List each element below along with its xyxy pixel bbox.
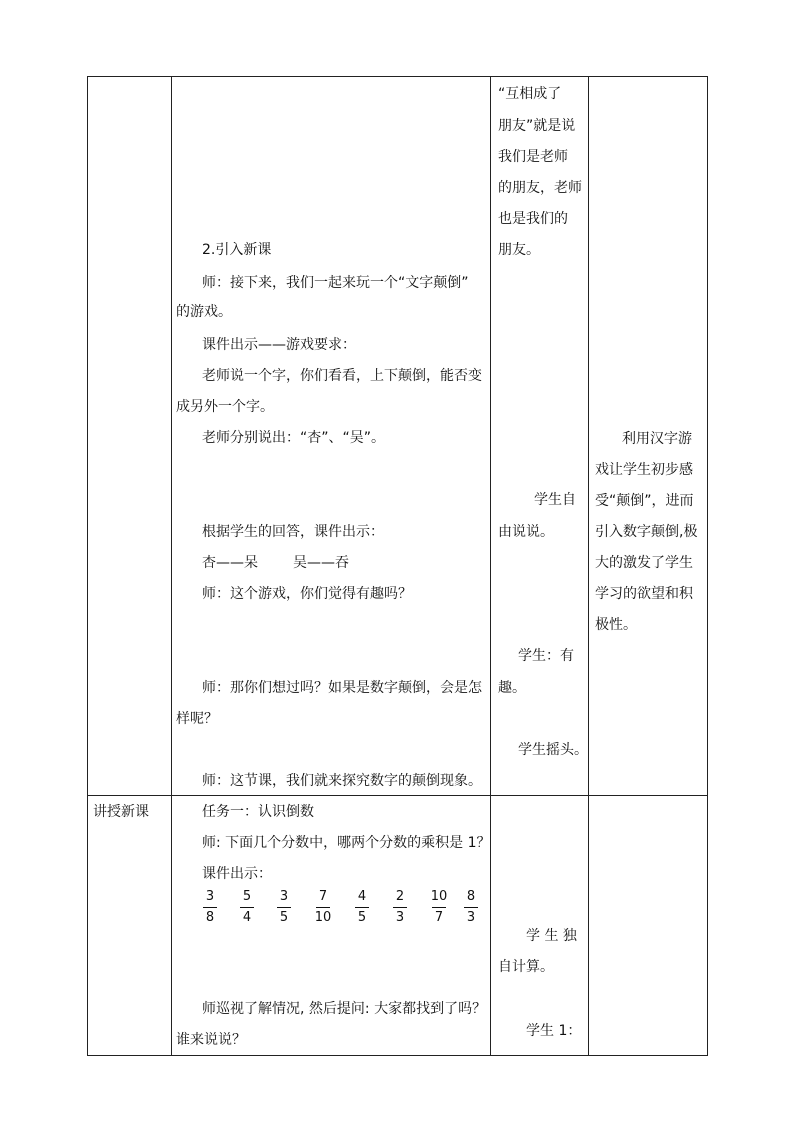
numerator: 8 (466, 889, 476, 904)
body-text: 样呢？ (176, 711, 218, 727)
design-intent: 极性。 (595, 617, 637, 633)
fraction-bar (432, 907, 446, 908)
student-note: 学生 1： (526, 1023, 582, 1039)
body-text: 老师分别说出：“杏”、“吴”。 (202, 430, 386, 446)
numerator: 5 (242, 889, 252, 904)
student-note: 趣。 (498, 680, 526, 696)
fraction (234, 889, 260, 926)
body-text: 课件出示——游戏要求： (202, 337, 356, 353)
body-text: 师：这节课，我们就来探究数字的颠倒现象。 (202, 773, 482, 789)
denominator: 10 (314, 910, 332, 925)
numerator: 10 (430, 889, 448, 904)
fraction-bar (316, 907, 330, 908)
design-intent: 学习的欲望和积 (595, 586, 693, 602)
student-note: 朋友”就是说 (498, 118, 576, 134)
column-divider (588, 77, 589, 1055)
design-intent: 大的激发了学生 (595, 555, 693, 571)
numerator: 3 (279, 889, 289, 904)
numerator: 7 (318, 889, 328, 904)
denominator: 4 (242, 910, 252, 925)
numerator: 2 (395, 889, 405, 904)
student-note: 自计算。 (498, 959, 554, 975)
denominator: 7 (434, 910, 444, 925)
column-divider (171, 77, 172, 1055)
student-note: 朋友。 (498, 242, 540, 258)
student-note: “互相成了 (498, 86, 562, 102)
denominator: 3 (466, 910, 476, 925)
fraction-bar (240, 907, 254, 908)
student-note: 的朋友，老师 (498, 180, 582, 196)
fraction (271, 889, 297, 926)
denominator: 3 (395, 910, 405, 925)
fraction (426, 889, 452, 926)
student-note: 也是我们的 (498, 211, 568, 227)
numerator: 4 (357, 889, 367, 904)
task-heading: 任务一：认识倒数 (202, 804, 314, 820)
body-text: 师: 下面几个分数中，哪两个分数的乘积是 1？ (202, 835, 491, 851)
student-note: 由说说。 (498, 524, 554, 540)
character-pair: 吴——吞 (293, 555, 349, 571)
stage-label: 讲授新课 (93, 804, 149, 820)
fraction (387, 889, 413, 926)
body-text: 老师说一个字，你们看看，上下颠倒，能否变 (202, 368, 482, 384)
row-divider (88, 795, 707, 796)
student-note: 学生摇头。 (518, 742, 588, 758)
body-text: 的游戏。 (176, 304, 232, 320)
fraction-bar (277, 907, 291, 908)
body-text: 课件出示： (202, 866, 272, 882)
fraction-bar (355, 907, 369, 908)
body-text: 师巡视了解情况, 然后提问: 大家都找到了吗？ (202, 1001, 487, 1017)
body-text: 成另外一个字。 (176, 399, 274, 415)
body-text: 师：接下来，我们一起来玩一个“文字颠倒” (202, 275, 469, 291)
student-note: 我们是老师 (498, 149, 568, 165)
body-text: 根据学生的回答，课件出示： (202, 524, 384, 540)
design-intent: 受“颠倒”，进而 (595, 493, 694, 509)
fraction (458, 889, 484, 926)
denominator: 5 (279, 910, 289, 925)
lesson-plan-table (87, 76, 708, 1056)
body-text: 谁来说说？ (176, 1032, 246, 1048)
fraction (197, 889, 223, 926)
fraction (349, 889, 375, 926)
body-text: 师：那你们想过吗？如果是数字颠倒，会是怎 (202, 680, 482, 696)
fraction-bar (464, 907, 478, 908)
student-note: 学生自 (534, 492, 576, 508)
fraction (310, 889, 336, 926)
design-intent: 利用汉字游 (622, 431, 692, 447)
section-heading: 2.引入新课 (202, 242, 272, 258)
denominator: 8 (205, 910, 215, 925)
character-pair: 杏——呆 (202, 555, 258, 571)
denominator: 5 (357, 910, 367, 925)
student-note: 学生：有 (518, 648, 574, 664)
fraction-bar (203, 907, 217, 908)
body-text: 师：这个游戏，你们觉得有趣吗？ (202, 586, 412, 602)
column-divider (490, 77, 491, 1055)
student-note: 学 生 独 (526, 928, 577, 944)
numerator: 3 (205, 889, 215, 904)
fraction-bar (393, 907, 407, 908)
design-intent: 戏让学生初步感 (595, 462, 693, 478)
design-intent: 引入数字颠倒,极 (595, 524, 698, 540)
